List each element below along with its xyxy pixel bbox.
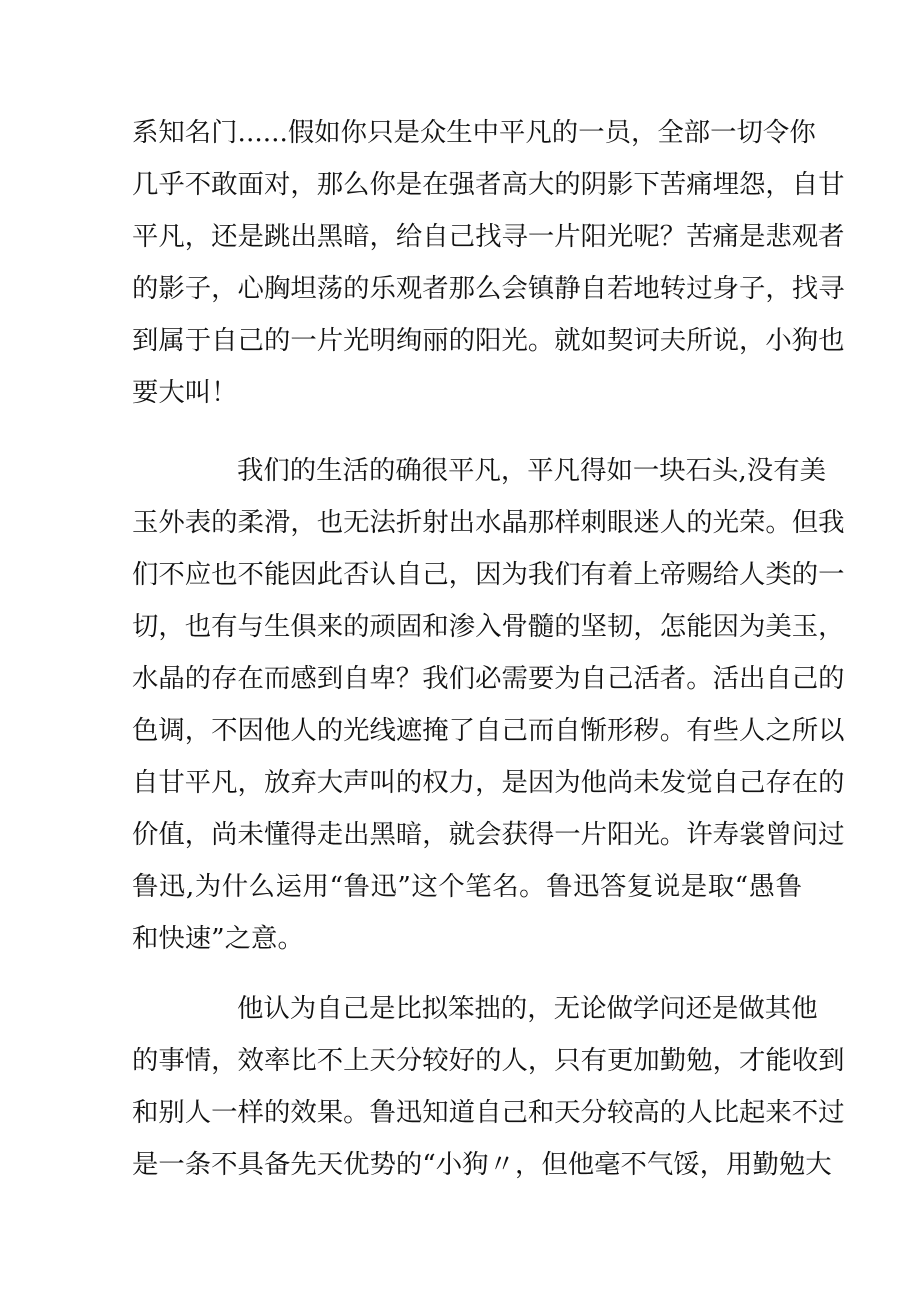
text-line: 价值，尚未懂得走出黑暗，就会获得一片阳光。许寿裳曾问过 <box>132 819 845 850</box>
text-line: 切，也有与生俱来的顽固和渗入骨髓的坚韧，怎能因为美玉， <box>132 611 845 642</box>
text-line: 的事情，效率比不上天分较好的人，只有更加勤勉，才能收到 <box>132 1045 845 1076</box>
text-line: 玉外表的柔滑，也无法折射出水晶那样刺眼迷人的光荣。但我 <box>132 507 845 538</box>
text-line: 和别人一样的效果。鲁迅知道自己和天分较高的人比起来不过 <box>132 1097 845 1128</box>
paragraph-2 <box>132 445 845 965</box>
text-line: 到属于自己的一片光明绚丽的阳光。就如契诃夫所说，小狗也 <box>132 325 845 356</box>
text-line-indented: 他认为自己是比拟笨拙的，无论做学问还是做其他 <box>237 993 818 1024</box>
text-line-indented: 我们的生活的确很平凡，平凡得如一块石头,没有美 <box>237 455 826 486</box>
text-line: 的影子，心胸坦荡的乐观者那么会镇静自若地转过身子，找寻 <box>132 273 845 304</box>
text-line: 要大叫！ <box>132 377 238 408</box>
paragraph-3 <box>132 983 845 1191</box>
text-line: 几乎不敢面对，那么你是在强者高大的阴影下苦痛埋怨，自甘 <box>132 169 845 200</box>
paragraph-1 <box>132 107 845 419</box>
text-line: 自甘平凡，放弃大声叫的权力，是因为他尚未发觉自己存在的 <box>132 767 845 798</box>
text-line: 是一条不具备先天优势的“小狗〃，但他毫不气馁，用勤勉大 <box>132 1149 832 1180</box>
text-line: 色调，不因他人的光线遮掩了自己而自惭形秽。有些人之所以 <box>132 715 845 746</box>
text-line: 们不应也不能因此否认自己，因为我们有着上帝赐给人类的一 <box>132 559 845 590</box>
text-line: 水晶的存在而感到自卑？我们必需要为自己活者。活出自己的 <box>132 663 845 694</box>
text-line: 和快速”之意。 <box>132 923 304 954</box>
text-line: 鲁迅,为什么运用“鲁迅”这个笔名。鲁迅答复说是取“愚鲁 <box>132 871 802 902</box>
text-line: 系知名门......假如你只是众生中平凡的一员，全部一切令你 <box>132 117 816 148</box>
text-line: 平凡，还是跳出黑暗，给自己找寻一片阳光呢？苦痛是悲观者 <box>132 221 845 252</box>
